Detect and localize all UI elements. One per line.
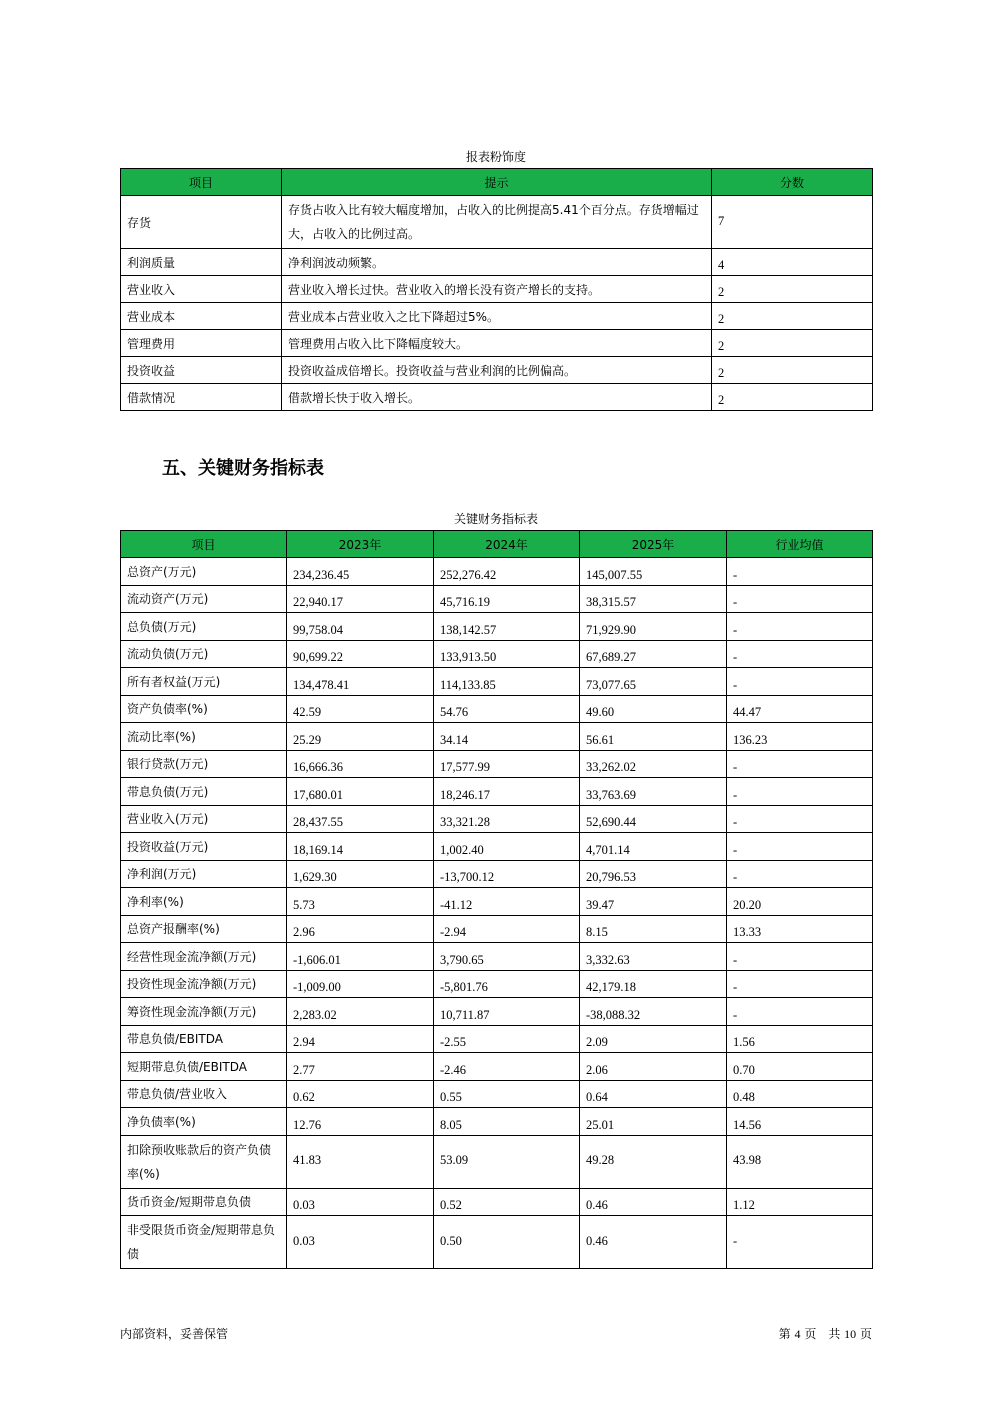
row-value: - bbox=[727, 943, 873, 971]
row-label: 筹资性现金流净额(万元) bbox=[121, 998, 287, 1026]
row-value: -1,606.01 bbox=[287, 943, 434, 971]
row-label: 投资收益 bbox=[121, 357, 282, 384]
row-value: 99,758.04 bbox=[287, 613, 434, 641]
row-value: - bbox=[727, 558, 873, 586]
row-value: 41.83 bbox=[287, 1135, 434, 1188]
row-value: 133,913.50 bbox=[434, 640, 580, 668]
row-value: - bbox=[727, 998, 873, 1026]
row-value: 73,077.65 bbox=[580, 668, 727, 696]
table-row bbox=[121, 778, 873, 806]
table-row bbox=[121, 860, 873, 888]
row-value: 18,246.17 bbox=[434, 778, 580, 806]
row-value: 0.46 bbox=[580, 1188, 727, 1216]
row-value: -41.12 bbox=[434, 888, 580, 916]
row-value: 20,796.53 bbox=[580, 860, 727, 888]
row-value: 234,236.45 bbox=[287, 558, 434, 586]
row-label: 带息负债(万元) bbox=[121, 778, 287, 806]
row-label: 总资产(万元) bbox=[121, 558, 287, 586]
row-value: 13.33 bbox=[727, 915, 873, 943]
row-value: - bbox=[727, 970, 873, 998]
row-value: 252,276.42 bbox=[434, 558, 580, 586]
table2-header-industry-avg: 行业均值 bbox=[727, 531, 873, 558]
row-label: 流动比率(%) bbox=[121, 723, 287, 751]
table2-header-2023: 2023年 bbox=[287, 531, 434, 558]
row-value: 52,690.44 bbox=[580, 805, 727, 833]
row-value: 17,680.01 bbox=[287, 778, 434, 806]
row-value: - bbox=[727, 778, 873, 806]
row-score: 2 bbox=[712, 276, 873, 303]
row-value: 10,711.87 bbox=[434, 998, 580, 1026]
table-row bbox=[121, 1025, 873, 1053]
row-value: 1,629.30 bbox=[287, 860, 434, 888]
row-value: 38,315.57 bbox=[580, 585, 727, 613]
table-row bbox=[121, 357, 873, 384]
row-value: 25.29 bbox=[287, 723, 434, 751]
row-value: - bbox=[727, 1216, 873, 1269]
page-number bbox=[779, 1325, 872, 1342]
row-value: 12.76 bbox=[287, 1108, 434, 1136]
table-row bbox=[121, 805, 873, 833]
row-value: 90,699.22 bbox=[287, 640, 434, 668]
table-row bbox=[121, 998, 873, 1026]
row-value: 134,478.41 bbox=[287, 668, 434, 696]
row-value: 20.20 bbox=[727, 888, 873, 916]
row-value: - bbox=[727, 640, 873, 668]
table-row bbox=[121, 970, 873, 998]
row-value: 2.09 bbox=[580, 1025, 727, 1053]
row-value: 2,283.02 bbox=[287, 998, 434, 1026]
row-value: - bbox=[727, 668, 873, 696]
row-value: - bbox=[727, 860, 873, 888]
table-row bbox=[121, 276, 873, 303]
row-value: 3,790.65 bbox=[434, 943, 580, 971]
row-value: 0.62 bbox=[287, 1080, 434, 1108]
row-value: 4,701.14 bbox=[580, 833, 727, 861]
row-value: 3,332.63 bbox=[580, 943, 727, 971]
row-label: 扣除预收账款后的资产负债率(%) bbox=[121, 1135, 287, 1188]
row-label: 投资收益(万元) bbox=[121, 833, 287, 861]
row-hint: 净利润波动频繁。 bbox=[282, 249, 712, 276]
row-label: 净利率(%) bbox=[121, 888, 287, 916]
row-value: 0.03 bbox=[287, 1216, 434, 1269]
row-value: 1,002.40 bbox=[434, 833, 580, 861]
footer-confidential: 内部资料，妥善保管 bbox=[120, 1327, 229, 1341]
row-label: 存货 bbox=[121, 196, 282, 249]
page-mid: 页 共 bbox=[804, 1327, 841, 1341]
row-value: 0.50 bbox=[434, 1216, 580, 1269]
row-value: 0.03 bbox=[287, 1188, 434, 1216]
row-value: 145,007.55 bbox=[580, 558, 727, 586]
row-hint: 管理费用占收入比下降幅度较大。 bbox=[282, 330, 712, 357]
table-row bbox=[121, 943, 873, 971]
row-label: 货币资金/短期带息负债 bbox=[121, 1188, 287, 1216]
row-label: 短期带息负债/EBITDA bbox=[121, 1053, 287, 1081]
row-value: 34.14 bbox=[434, 723, 580, 751]
row-score: 4 bbox=[712, 249, 873, 276]
row-label: 营业成本 bbox=[121, 303, 282, 330]
row-value: 56.61 bbox=[580, 723, 727, 751]
table-row bbox=[121, 640, 873, 668]
row-value: 22,940.17 bbox=[287, 585, 434, 613]
row-value: 54.76 bbox=[434, 695, 580, 723]
row-value: - bbox=[727, 613, 873, 641]
table-row bbox=[121, 196, 873, 249]
row-value: 33,262.02 bbox=[580, 750, 727, 778]
row-value: - bbox=[727, 750, 873, 778]
row-value: 33,321.28 bbox=[434, 805, 580, 833]
table1-header-score: 分数 bbox=[712, 169, 873, 196]
row-hint: 营业收入增长过快。营业收入的增长没有资产增长的支持。 bbox=[282, 276, 712, 303]
row-label: 带息负债/营业收入 bbox=[121, 1080, 287, 1108]
table-row bbox=[121, 750, 873, 778]
row-value: 44.47 bbox=[727, 695, 873, 723]
row-value: 71,929.90 bbox=[580, 613, 727, 641]
row-value: 67,689.27 bbox=[580, 640, 727, 668]
row-score: 2 bbox=[712, 303, 873, 330]
row-value: 14.56 bbox=[727, 1108, 873, 1136]
table-row bbox=[121, 249, 873, 276]
row-value: 114,133.85 bbox=[434, 668, 580, 696]
row-label: 管理费用 bbox=[121, 330, 282, 357]
row-value: 2.94 bbox=[287, 1025, 434, 1053]
table-row bbox=[121, 833, 873, 861]
row-value: -2.94 bbox=[434, 915, 580, 943]
row-value: -13,700.12 bbox=[434, 860, 580, 888]
row-label: 带息负债/EBITDA bbox=[121, 1025, 287, 1053]
row-value: 43.98 bbox=[727, 1135, 873, 1188]
table2-header-2024: 2024年 bbox=[434, 531, 580, 558]
row-value: 0.64 bbox=[580, 1080, 727, 1108]
section-title: 五、关键财务指标表 bbox=[162, 458, 324, 479]
row-value: 2.77 bbox=[287, 1053, 434, 1081]
table-row bbox=[121, 695, 873, 723]
row-label: 借款情况 bbox=[121, 384, 282, 411]
page-prefix: 第 bbox=[778, 1327, 791, 1341]
row-label: 流动负债(万元) bbox=[121, 640, 287, 668]
table-row bbox=[121, 1080, 873, 1108]
row-value: 136.23 bbox=[727, 723, 873, 751]
key-financial-indicators-table bbox=[120, 530, 873, 1269]
row-hint: 存货占收入比有较大幅度增加，占收入的比例提高5.41个百分点。存货增幅过大，占收入的比例过高。 bbox=[282, 196, 712, 249]
row-label: 净利润(万元) bbox=[121, 860, 287, 888]
row-value: 53.09 bbox=[434, 1135, 580, 1188]
table-row bbox=[121, 384, 873, 411]
row-score: 2 bbox=[712, 330, 873, 357]
table-row bbox=[121, 1135, 873, 1188]
page-current: 4 bbox=[794, 1327, 801, 1341]
row-value: 33,763.69 bbox=[580, 778, 727, 806]
row-value: 0.55 bbox=[434, 1080, 580, 1108]
table-row bbox=[121, 585, 873, 613]
row-score: 2 bbox=[712, 384, 873, 411]
row-value: 0.70 bbox=[727, 1053, 873, 1081]
row-label: 投资性现金流净额(万元) bbox=[121, 970, 287, 998]
table2-header-item: 项目 bbox=[121, 531, 287, 558]
table-row bbox=[121, 668, 873, 696]
row-score: 7 bbox=[712, 196, 873, 249]
row-value: 1.56 bbox=[727, 1025, 873, 1053]
report-whitewash-table bbox=[120, 168, 873, 411]
row-label: 流动资产(万元) bbox=[121, 585, 287, 613]
row-hint: 借款增长快于收入增长。 bbox=[282, 384, 712, 411]
row-label: 净负债率(%) bbox=[121, 1108, 287, 1136]
row-value: 49.28 bbox=[580, 1135, 727, 1188]
table-row bbox=[121, 1053, 873, 1081]
row-label: 总资产报酬率(%) bbox=[121, 915, 287, 943]
row-value: -5,801.76 bbox=[434, 970, 580, 998]
page-total: 10 bbox=[844, 1327, 857, 1341]
row-value: -38,088.32 bbox=[580, 998, 727, 1026]
row-score: 2 bbox=[712, 357, 873, 384]
row-value: 39.47 bbox=[580, 888, 727, 916]
row-label: 所有者权益(万元) bbox=[121, 668, 287, 696]
table-row bbox=[121, 888, 873, 916]
table-row bbox=[121, 330, 873, 357]
row-value: 16,666.36 bbox=[287, 750, 434, 778]
row-value: -2.55 bbox=[434, 1025, 580, 1053]
row-value: 2.06 bbox=[580, 1053, 727, 1081]
row-value: 0.46 bbox=[580, 1216, 727, 1269]
row-value: 5.73 bbox=[287, 888, 434, 916]
row-label: 非受限货币资金/短期带息负债 bbox=[121, 1216, 287, 1269]
row-label: 经营性现金流净额(万元) bbox=[121, 943, 287, 971]
row-value: 0.52 bbox=[434, 1188, 580, 1216]
row-label: 营业收入 bbox=[121, 276, 282, 303]
row-value: 8.05 bbox=[434, 1108, 580, 1136]
row-value: - bbox=[727, 833, 873, 861]
row-value: 42.59 bbox=[287, 695, 434, 723]
row-hint: 营业成本占营业收入之比下降超过5%。 bbox=[282, 303, 712, 330]
table2-header-2025: 2025年 bbox=[580, 531, 727, 558]
row-value: 1.12 bbox=[727, 1188, 873, 1216]
table1-header-item: 项目 bbox=[121, 169, 282, 196]
row-value: 18,169.14 bbox=[287, 833, 434, 861]
row-label: 利润质量 bbox=[121, 249, 282, 276]
row-value: 2.96 bbox=[287, 915, 434, 943]
row-label: 总负债(万元) bbox=[121, 613, 287, 641]
row-value: - bbox=[727, 585, 873, 613]
table-row bbox=[121, 915, 873, 943]
row-label: 银行贷款(万元) bbox=[121, 750, 287, 778]
table-row bbox=[121, 1188, 873, 1216]
row-value: 0.48 bbox=[727, 1080, 873, 1108]
row-value: 138,142.57 bbox=[434, 613, 580, 641]
row-value: 8.15 bbox=[580, 915, 727, 943]
row-value: -1,009.00 bbox=[287, 970, 434, 998]
row-value: 49.60 bbox=[580, 695, 727, 723]
table-row bbox=[121, 1216, 873, 1269]
table-row bbox=[121, 613, 873, 641]
table-row bbox=[121, 558, 873, 586]
row-label: 营业收入(万元) bbox=[121, 805, 287, 833]
row-value: 28,437.55 bbox=[287, 805, 434, 833]
row-value: -2.46 bbox=[434, 1053, 580, 1081]
row-value: 17,577.99 bbox=[434, 750, 580, 778]
row-hint: 投资收益成倍增长。投资收益与营业利润的比例偏高。 bbox=[282, 357, 712, 384]
table2-caption: 关键财务指标表 bbox=[453, 512, 538, 526]
row-value: 42,179.18 bbox=[580, 970, 727, 998]
table-row bbox=[121, 303, 873, 330]
row-value: 25.01 bbox=[580, 1108, 727, 1136]
table-row bbox=[121, 723, 873, 751]
table1-header-hint: 提示 bbox=[282, 169, 712, 196]
row-label: 资产负债率(%) bbox=[121, 695, 287, 723]
row-value: 45,716.19 bbox=[434, 585, 580, 613]
table1-caption: 报表粉饰度 bbox=[465, 150, 526, 164]
row-value: - bbox=[727, 805, 873, 833]
table-row bbox=[121, 1108, 873, 1136]
page-suffix: 页 bbox=[859, 1327, 872, 1341]
